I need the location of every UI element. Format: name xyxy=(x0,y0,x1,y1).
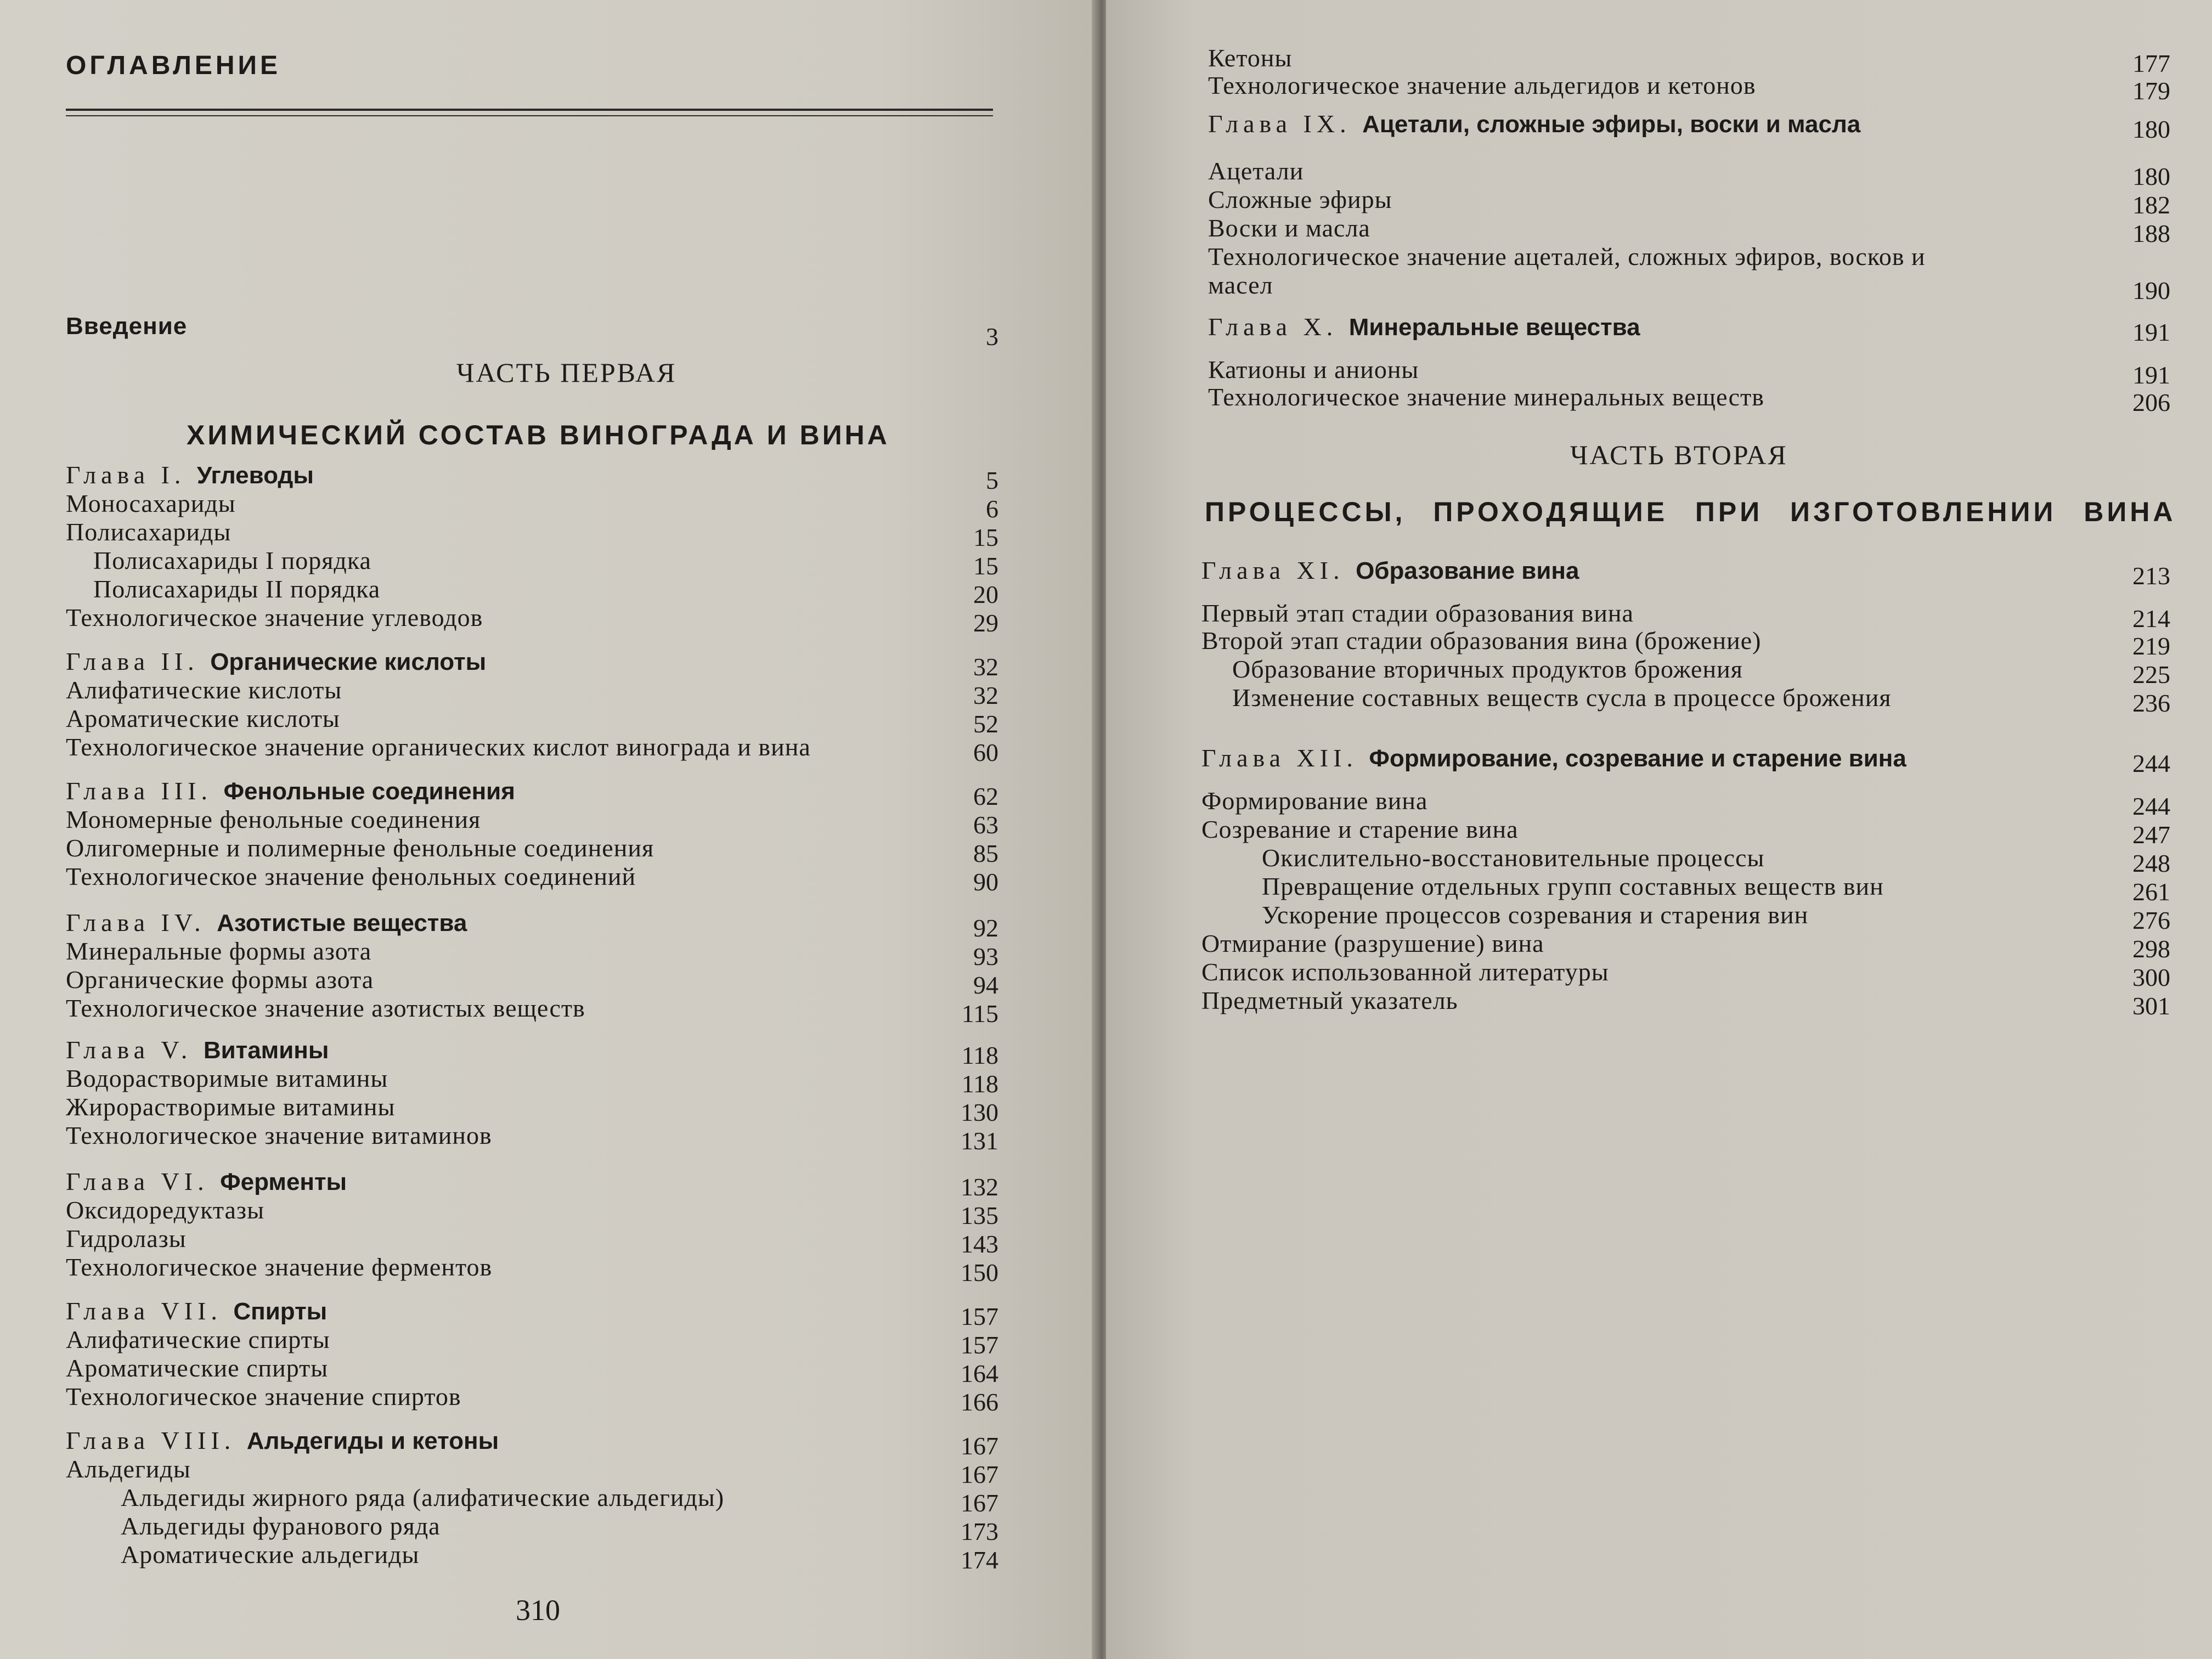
chapter-title: Спирты xyxy=(233,1298,328,1325)
chapter-entry xyxy=(1208,313,1640,342)
chapter-title: Альдегиды и кетоны xyxy=(246,1427,499,1454)
page-number: 261 xyxy=(2132,878,2170,906)
chapter-entry xyxy=(1208,110,1860,139)
section-title: Предметный указатель xyxy=(1201,986,1458,1014)
intro-entry: Введение xyxy=(66,313,188,340)
chapter-entry xyxy=(66,461,314,490)
section-entry xyxy=(66,1354,328,1383)
section-title: Созревание и старение вина xyxy=(1201,815,1519,843)
page-number: 213 xyxy=(2132,562,2170,590)
page-number: 236 xyxy=(2132,689,2170,717)
section-title: Альдегиды xyxy=(66,1455,191,1483)
page-number: 164 xyxy=(961,1359,998,1387)
chapter-title: Витамины xyxy=(203,1037,329,1064)
chapter-title: Фенольные соединения xyxy=(223,778,515,805)
section-entry xyxy=(66,676,342,704)
page-number: 298 xyxy=(2132,935,2170,963)
toc-heading: ОГЛАВЛЕНИЕ xyxy=(66,51,281,80)
page-number: 15 xyxy=(973,523,998,551)
page-number: 135 xyxy=(961,1201,998,1229)
section-entry xyxy=(1201,599,1634,628)
section-title: Отмирание (разрушение) вина xyxy=(1201,929,1544,957)
part-two-label: ЧАСТЬ ВТОРАЯ xyxy=(1570,439,1788,470)
chapter-number: Глава VII. xyxy=(66,1297,234,1325)
intro-page-number: 3 xyxy=(986,323,998,351)
chapter-number: Глава IV. xyxy=(66,909,217,936)
section-entry xyxy=(66,1455,191,1483)
page-number: 130 xyxy=(961,1098,998,1126)
section-entry xyxy=(66,1325,330,1354)
section-title: Альдегиды фуранового ряда xyxy=(121,1512,441,1540)
heading-rule-thin xyxy=(66,115,993,116)
chapter-title: Ферменты xyxy=(220,1169,347,1195)
page-number: 85 xyxy=(973,839,998,867)
section-entry xyxy=(66,1121,492,1150)
page-number: 190 xyxy=(2132,276,2170,304)
right-page xyxy=(1106,0,2212,1659)
section-entry xyxy=(66,805,481,834)
page-number: 219 xyxy=(2132,632,2170,660)
page-number: 244 xyxy=(2132,792,2170,820)
section-title: Технологическое значение углеводов xyxy=(66,603,483,631)
section-entry xyxy=(1208,271,1273,300)
page-number: 6 xyxy=(986,495,998,523)
section-entry xyxy=(66,862,636,891)
page-number: 60 xyxy=(973,738,998,766)
page-number: 225 xyxy=(2132,661,2170,689)
section-entry xyxy=(1208,356,1419,384)
section-entry xyxy=(66,733,811,761)
section-title: Полисахариды xyxy=(66,518,232,546)
section-entry xyxy=(1201,929,1544,958)
page-number: 276 xyxy=(2132,906,2170,934)
section-entry xyxy=(66,937,371,966)
page-number: 167 xyxy=(961,1432,998,1460)
section-title: Олигомерные и полимерные фенольные соединения xyxy=(66,834,654,862)
section-entry xyxy=(66,704,340,733)
section-title: Органические формы азота xyxy=(66,966,374,994)
page-number: 20 xyxy=(973,580,998,608)
section-title: Оксидоредуктазы xyxy=(66,1196,264,1224)
page-number: 29 xyxy=(973,609,998,637)
part-two-title: ПРОЦЕССЫ, ПРОХОДЯЩИЕ ПРИ ИЗГОТОВЛЕНИИ ВИНА xyxy=(1205,496,2176,527)
page-number: 131 xyxy=(961,1127,998,1155)
section-title: Технологическое значение азотистых веществ xyxy=(66,994,585,1022)
section-entry xyxy=(1262,872,1884,901)
page-number: 5 xyxy=(986,466,998,494)
page-number: 166 xyxy=(961,1388,998,1416)
section-entry xyxy=(1208,242,1926,271)
page-number: 93 xyxy=(973,943,998,970)
section-title: Алифатические спирты xyxy=(66,1325,330,1353)
section-entry xyxy=(1201,815,1519,844)
section-title: Сложные эфиры xyxy=(1208,185,1392,213)
page-number: 173 xyxy=(961,1517,998,1545)
section-title: Ароматические кислоты xyxy=(66,704,340,732)
chapter-title: Ацетали, сложные эфиры, воски и масла xyxy=(1362,111,1861,138)
page-number: 62 xyxy=(973,782,998,810)
chapter-entry xyxy=(66,1297,327,1326)
chapter-number: Глава I. xyxy=(66,461,197,489)
page-number: 150 xyxy=(961,1259,998,1286)
chapter-title: Углеводы xyxy=(196,462,314,489)
section-entry xyxy=(66,966,374,994)
chapter-number: Глава X. xyxy=(1208,313,1349,341)
chapter-entry xyxy=(66,1167,347,1197)
chapter-number: Глава V. xyxy=(66,1036,204,1064)
page-number: 174 xyxy=(961,1546,998,1574)
section-title: Кетоны xyxy=(1208,44,1293,72)
page-number: 177 xyxy=(2132,49,2170,77)
section-title: Ароматические спирты xyxy=(66,1354,329,1382)
section-entry xyxy=(121,1483,724,1512)
chapter-title: Образование вина xyxy=(1356,557,1579,584)
section-entry xyxy=(1232,655,1743,684)
page-number: 182 xyxy=(2132,191,2170,219)
section-entry xyxy=(121,1512,441,1541)
page-number: 32 xyxy=(973,653,998,681)
section-title: Первый этап стадии образования вина xyxy=(1201,599,1634,627)
chapter-title: Азотистые вещества xyxy=(217,910,467,936)
chapter-entry xyxy=(66,777,515,806)
section-entry xyxy=(1208,71,1756,100)
chapter-entry xyxy=(1201,744,1906,773)
page-number: 300 xyxy=(2132,963,2170,991)
section-entry xyxy=(66,603,483,632)
section-title: Ароматические альдегиды xyxy=(121,1541,420,1568)
page-number: 32 xyxy=(973,681,998,709)
page-number: 188 xyxy=(2132,219,2170,247)
section-title: Технологическое значение фенольных соединений xyxy=(66,862,636,890)
section-entry xyxy=(1201,627,1761,655)
section-entry xyxy=(121,1541,419,1569)
page-number: 92 xyxy=(973,914,998,942)
section-entry xyxy=(93,575,380,603)
chapter-title: Минеральные вещества xyxy=(1348,314,1640,341)
section-title: Технологическое значение спиртов xyxy=(66,1383,461,1410)
page-number: 132 xyxy=(961,1173,998,1201)
section-title: Альдегиды жирного ряда (алифатические альдегиды) xyxy=(121,1483,725,1511)
page-number: 15 xyxy=(973,552,998,580)
page-number: 191 xyxy=(2132,318,2170,346)
chapter-number: Глава XI. xyxy=(1201,556,1356,584)
page-number: 157 xyxy=(961,1302,998,1330)
chapter-number: Глава VI. xyxy=(66,1167,221,1195)
section-title: Второй этап стадии образования вина (брожение) xyxy=(1201,627,1762,654)
section-entry xyxy=(1208,157,1304,185)
page-number: 118 xyxy=(961,1070,998,1098)
section-title: Гидролазы xyxy=(66,1224,187,1252)
page-number: 157 xyxy=(961,1331,998,1359)
page-number: 206 xyxy=(2132,388,2170,416)
section-title: Ускорение процессов созревания и старения вин xyxy=(1262,901,1809,929)
page-number: 167 xyxy=(961,1460,998,1488)
section-title: Технологическое значение органических кислот винограда и вина xyxy=(66,733,811,761)
section-entry xyxy=(1262,844,1764,872)
section-title: Технологическое значение ферментов xyxy=(66,1253,493,1281)
page-number: 167 xyxy=(961,1489,998,1517)
section-entry xyxy=(1232,684,1892,712)
chapter-number: Глава II. xyxy=(66,647,211,675)
section-title: Катионы и анионы xyxy=(1208,356,1419,383)
section-title: Жирорастворимые витамины xyxy=(66,1093,396,1121)
page-number: 179 xyxy=(2132,77,2170,105)
section-entry xyxy=(1208,383,1764,411)
section-entry xyxy=(66,834,654,862)
page-folio: 310 xyxy=(516,1594,560,1627)
section-title: Формирование вина xyxy=(1201,787,1428,815)
page-number: 214 xyxy=(2132,605,2170,633)
section-entry xyxy=(1201,986,1458,1015)
section-title: Воски и масла xyxy=(1208,214,1370,242)
page-number: 143 xyxy=(961,1230,998,1258)
page-number: 244 xyxy=(2132,749,2170,777)
page-number: 90 xyxy=(973,868,998,896)
part-one-title: ХИМИЧЕСКИЙ СОСТАВ ВИНОГРАДА И ВИНА xyxy=(187,420,890,450)
section-title: Превращение отдельных групп составных веществ вин xyxy=(1262,872,1884,900)
section-entry xyxy=(66,518,231,546)
chapter-number: Глава VIII. xyxy=(66,1426,247,1454)
page-number: 248 xyxy=(2132,849,2170,877)
chapter-number: Глава XII. xyxy=(1201,744,1369,772)
chapter-entry xyxy=(66,1036,329,1065)
chapter-entry xyxy=(1201,556,1579,585)
section-title: Минеральные формы азота xyxy=(66,937,372,965)
chapter-number: Глава III. xyxy=(66,777,224,805)
page-number: 191 xyxy=(2132,361,2170,389)
section-entry xyxy=(66,1064,388,1093)
chapter-title: Формирование, созревание и старение вина xyxy=(1369,745,1906,772)
section-title: Технологическое значение ацеталей, сложных эфиров, восков и xyxy=(1208,242,1926,270)
section-title: масел xyxy=(1208,271,1273,299)
section-title: Технологическое значение альдегидов и кетонов xyxy=(1208,71,1756,99)
section-entry xyxy=(66,1253,492,1282)
chapter-title: Органические кислоты xyxy=(210,648,487,675)
section-title: Моносахариды xyxy=(66,489,236,517)
chapter-entry xyxy=(66,1426,499,1455)
chapter-entry xyxy=(66,647,486,676)
section-entry xyxy=(1201,787,1427,815)
section-title: Список использованной литературы xyxy=(1201,958,1609,986)
section-entry xyxy=(1262,901,1808,929)
chapter-entry xyxy=(66,909,467,938)
section-entry xyxy=(1201,958,1609,986)
page-number: 118 xyxy=(961,1041,998,1069)
page-number: 247 xyxy=(2132,821,2170,849)
section-title: Полисахариды II порядка xyxy=(93,575,381,603)
section-title: Мономерные фенольные соединения xyxy=(66,805,481,833)
page-number: 180 xyxy=(2132,162,2170,190)
section-title: Водорастворимые витамины xyxy=(66,1064,388,1092)
section-title: Алифатические кислоты xyxy=(66,676,342,704)
section-entry xyxy=(66,1224,187,1253)
section-entry xyxy=(66,1196,264,1224)
chapter-number: Глава IX. xyxy=(1208,110,1363,138)
page-number: 94 xyxy=(973,971,998,999)
section-entry xyxy=(66,994,585,1023)
section-title: Технологическое значение витаминов xyxy=(66,1121,492,1149)
page-number: 115 xyxy=(961,1000,998,1028)
section-title: Окислительно-восстановительные процессы xyxy=(1262,844,1765,872)
part-one-label: ЧАСТЬ ПЕРВАЯ xyxy=(456,357,677,388)
section-entry xyxy=(66,1093,395,1121)
page-number: 52 xyxy=(973,710,998,738)
left-page xyxy=(0,0,1097,1659)
section-entry xyxy=(66,489,236,518)
section-entry xyxy=(93,546,371,575)
section-title: Полисахариды I порядка xyxy=(93,546,371,574)
section-title: Изменение составных веществ сусла в процессе брожения xyxy=(1232,684,1892,712)
page-number: 301 xyxy=(2132,992,2170,1020)
page-number: 63 xyxy=(973,811,998,839)
section-title: Образование вторичных продуктов брожения xyxy=(1232,655,1743,683)
section-entry xyxy=(1208,214,1370,242)
section-title: Ацетали xyxy=(1208,157,1304,185)
section-entry xyxy=(1208,185,1392,214)
section-entry xyxy=(1208,44,1292,72)
page-number: 180 xyxy=(2132,115,2170,143)
section-title: Технологическое значение минеральных веществ xyxy=(1208,383,1764,411)
section-entry xyxy=(66,1383,461,1411)
heading-rule xyxy=(66,109,993,111)
